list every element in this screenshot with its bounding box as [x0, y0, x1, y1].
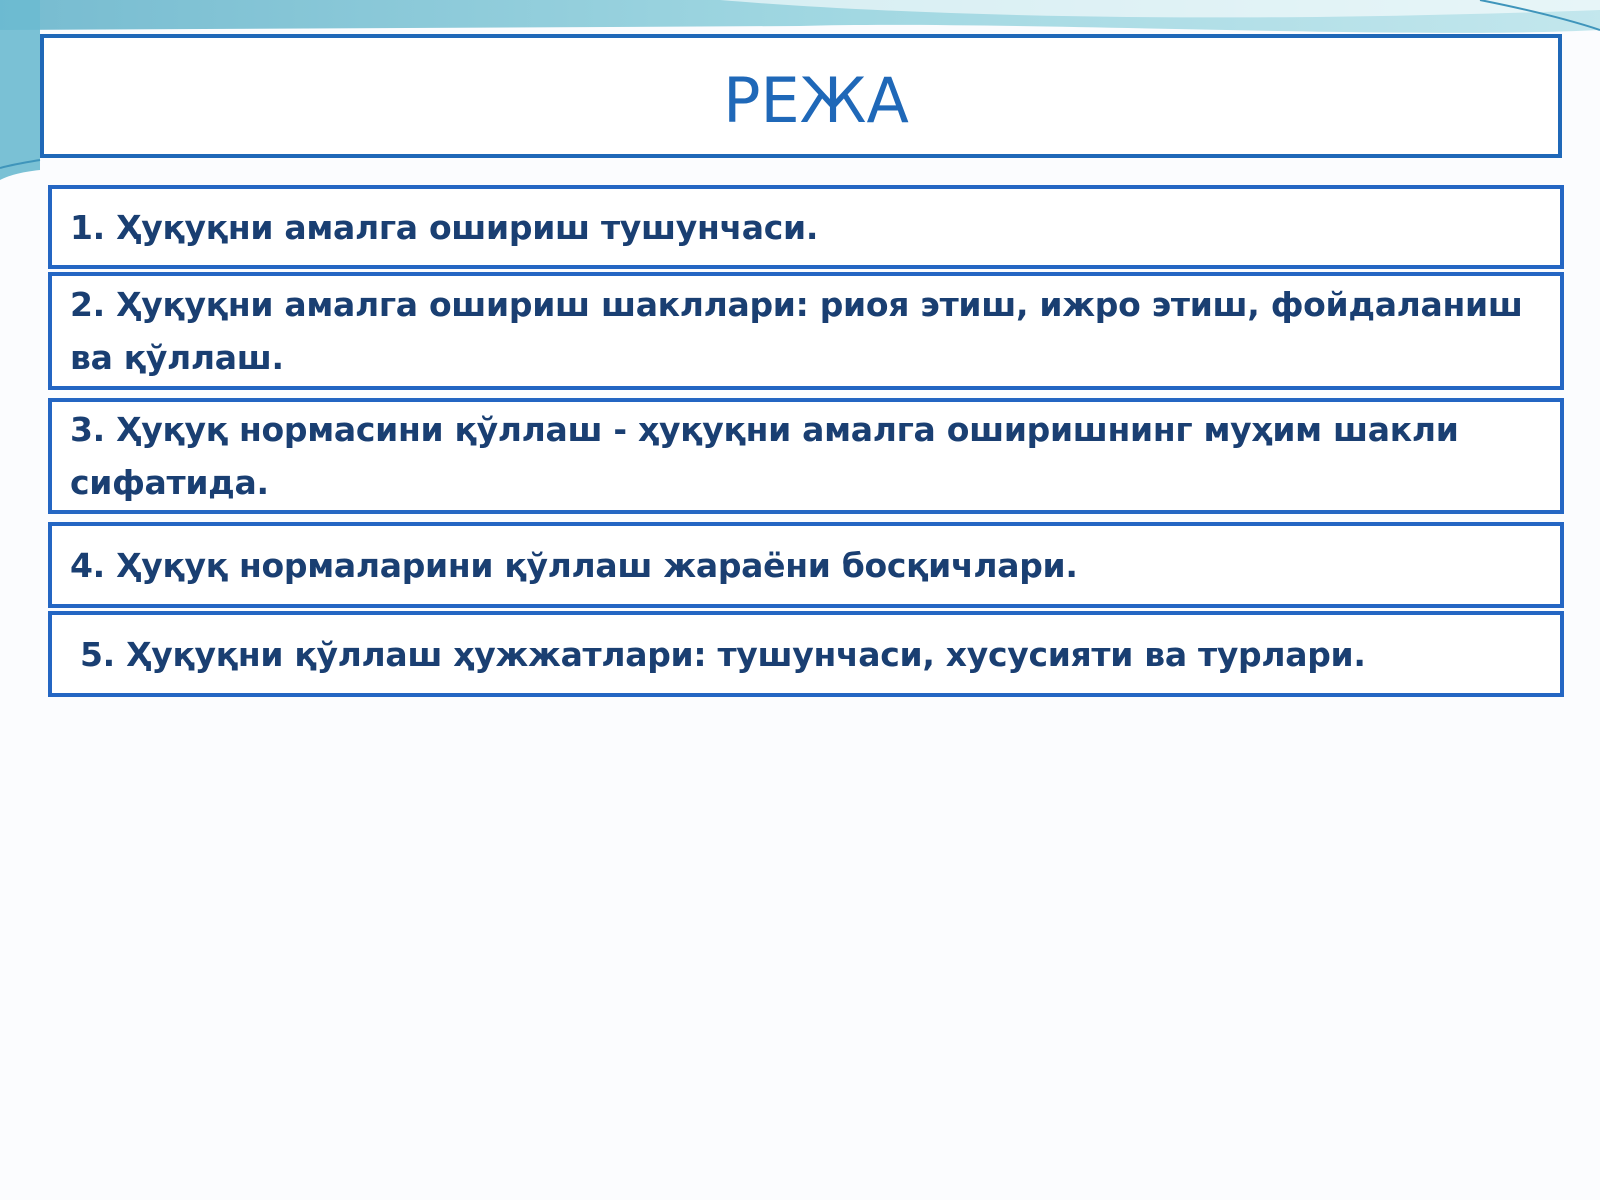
- plan-item-3: [48, 398, 1564, 514]
- plan-item-text: 2. Ҳуқуқни амалга ошириш шакллари: риоя этиш, ижро этиш, фойдаланиш ва қўллаш.: [70, 285, 1523, 377]
- plan-item-2: [48, 272, 1564, 390]
- plan-item-text: 3. Ҳуқуқ нормасини қўллаш - ҳуқуқни амалга оширишнинг муҳим шакли сифатида.: [70, 410, 1459, 502]
- plan-item-text: 5. Ҳуқуқни қўллаш ҳужжатлари: тушунчаси, хусусияти ва турлари.: [80, 634, 1366, 674]
- plan-item-4: [48, 522, 1564, 608]
- plan-item-5: [48, 611, 1564, 697]
- plan-item-text: 4. Ҳуқуқ нормаларини қўллаш жараёни босқичлари.: [70, 545, 1078, 585]
- plan-item-1: [48, 185, 1564, 269]
- title-box: [40, 34, 1562, 158]
- plan-item-text: 1. Ҳуқуқни амалга ошириш тушунчаси.: [70, 207, 819, 247]
- slide-title: РЕЖА: [723, 63, 909, 137]
